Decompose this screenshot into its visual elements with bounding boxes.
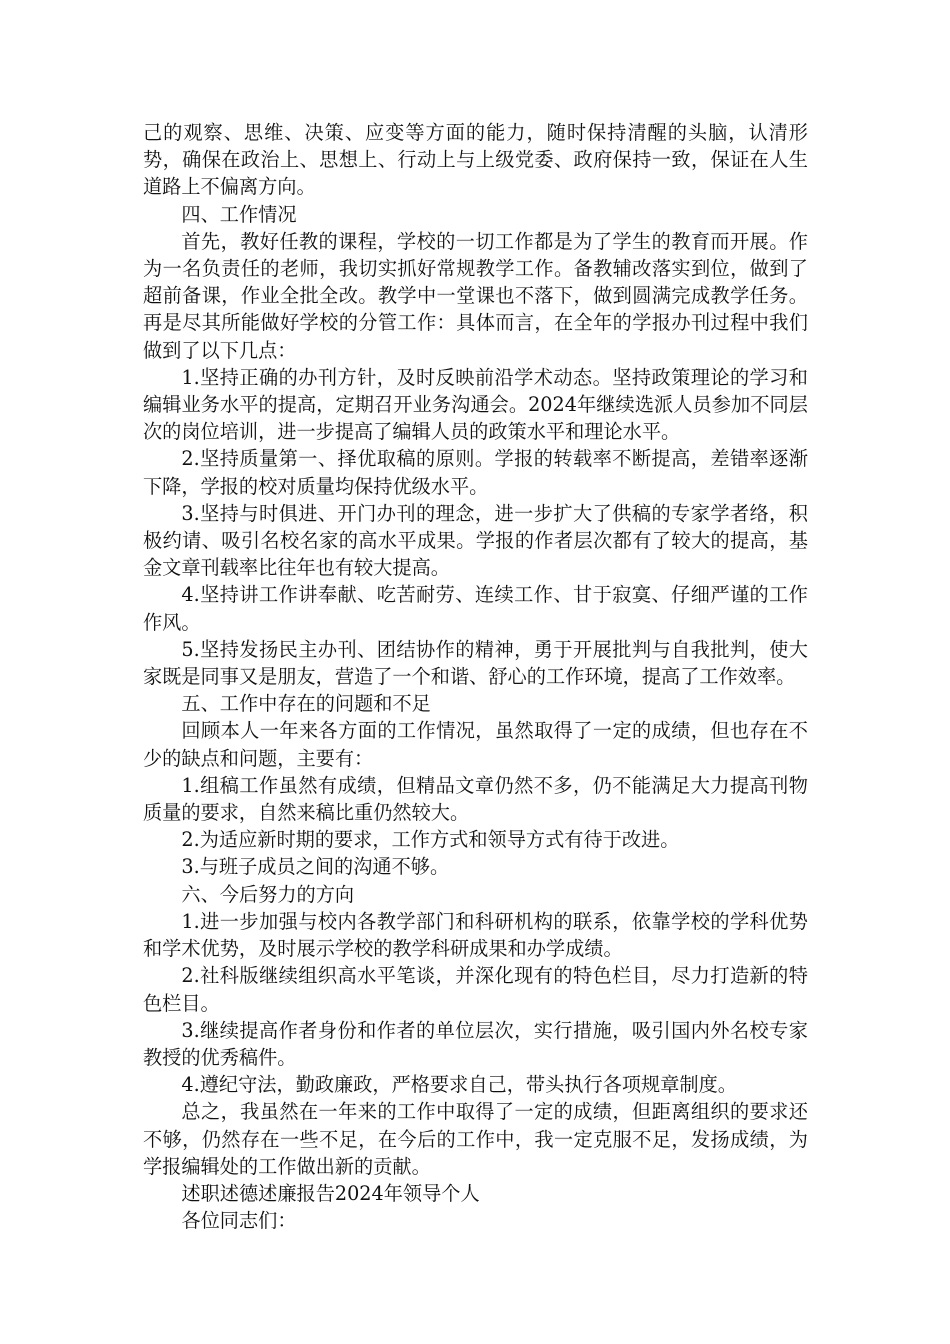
section-heading-work-status: 四、工作情况 [181,202,297,226]
paragraph-conclusion: 总之，我虽然在一年来的工作中取得了一定的成绩，但距离组织的要求还不够，仍然存在一些不足，在今后的工作中，我一定克服不足，发扬成绩，为学报编辑处的工作做出新的贡献。 [143,1100,808,1178]
future-item-2: 2.社科版继续组织高水平笔谈，并深化现有的特色栏目，尽力打造新的特色栏目。 [143,964,808,1015]
future-item-4: 4.遵纪守法，勤政廉政，严格要求自己，带头执行各项规章制度。 [181,1073,737,1097]
section-heading-future: 六、今后努力的方向 [181,882,355,906]
paragraph-problems-intro: 回顾本人一年来各方面的工作情况，虽然取得了一定的成绩，但也存在不少的缺点和问题，主要有： [143,719,808,770]
salutation: 各位同志们： [181,1209,297,1233]
problem-item-2: 2.为适应新时期的要求，工作方式和领导方式有待于改进。 [181,828,680,852]
list-item-1: 1.坚持正确的办刊方针，及时反映前沿学术动态。坚持政策理论的学习和编辑业务水平的提高，定期召开业务沟通会。2024年继续选派人员参加不同层次的岗位培训，进一步提高了编辑人员的政策水平和理论水平。 [143,365,808,444]
list-item-5: 5.坚持发扬民主办刊、团结协作的精神，勇于开展批判与自我批判，使大家既是同事又是朋友，营造了一个和谐、舒心的工作环境，提高了工作效率。 [143,637,808,689]
list-item-4: 4.坚持讲工作讲奉献、吃苦耐劳、连续工作、甘于寂寞、仔细严谨的工作作风。 [143,583,808,634]
future-item-3: 3.继续提高作者身份和作者的单位层次，实行措施，吸引国内外名校专家教授的优秀稿件。 [143,1018,808,1069]
document-body [143,119,808,1234]
paragraph-work-intro: 首先，教好任教的课程，学校的一切工作都是为了学生的教育而开展。作为一名负责任的老师，我切实抓好常规教学工作。备教辅改落实到位，做到了超前备课，作业全批全改。教学中一堂课也不落下，做到圆满完成教学任务。再是尽其所能做好学校的分管工作：具体而言，在全年的学报办刊过程中我们做到了以下几点： [143,229,808,362]
section-heading-problems: 五、工作中存在的问题和不足 [181,692,431,716]
report-title: 述职述德述廉报告2024年领导个人 [181,1181,480,1205]
problem-item-1: 1.组稿工作虽然有成绩，但精品文章仍然不多，仍不能满足大力提高刊物质量的要求，自然来稿比重仍然较大。 [143,773,808,825]
paragraph-continuation: 己的观察、思维、决策、应变等方面的能力，随时保持清醒的头脑，认清形势，确保在政治上、思想上、行动上与上级党委、政府保持一致，保证在人生道路上不偏离方向。 [143,121,808,199]
future-item-1: 1.进一步加强与校内各教学部门和科研机构的联系，依靠学校的学科优势和学术优势，及时展示学校的教学科研成果和办学成绩。 [143,909,808,961]
list-item-2: 2.坚持质量第一、择优取稿的原则。学报的转载率不断提高，差错率逐渐下降，学报的校对质量均保持优级水平。 [143,447,808,498]
problem-item-3: 3.与班子成员之间的沟通不够。 [181,855,450,879]
list-item-3: 3.坚持与时俱进、开门办刊的理念，进一步扩大了供稿的专家学者络，积极约请、吸引名校名家的高水平成果。学报的作者层次都有了较大的提高，基金文章刊载率比往年也有较大提高。 [143,501,808,580]
